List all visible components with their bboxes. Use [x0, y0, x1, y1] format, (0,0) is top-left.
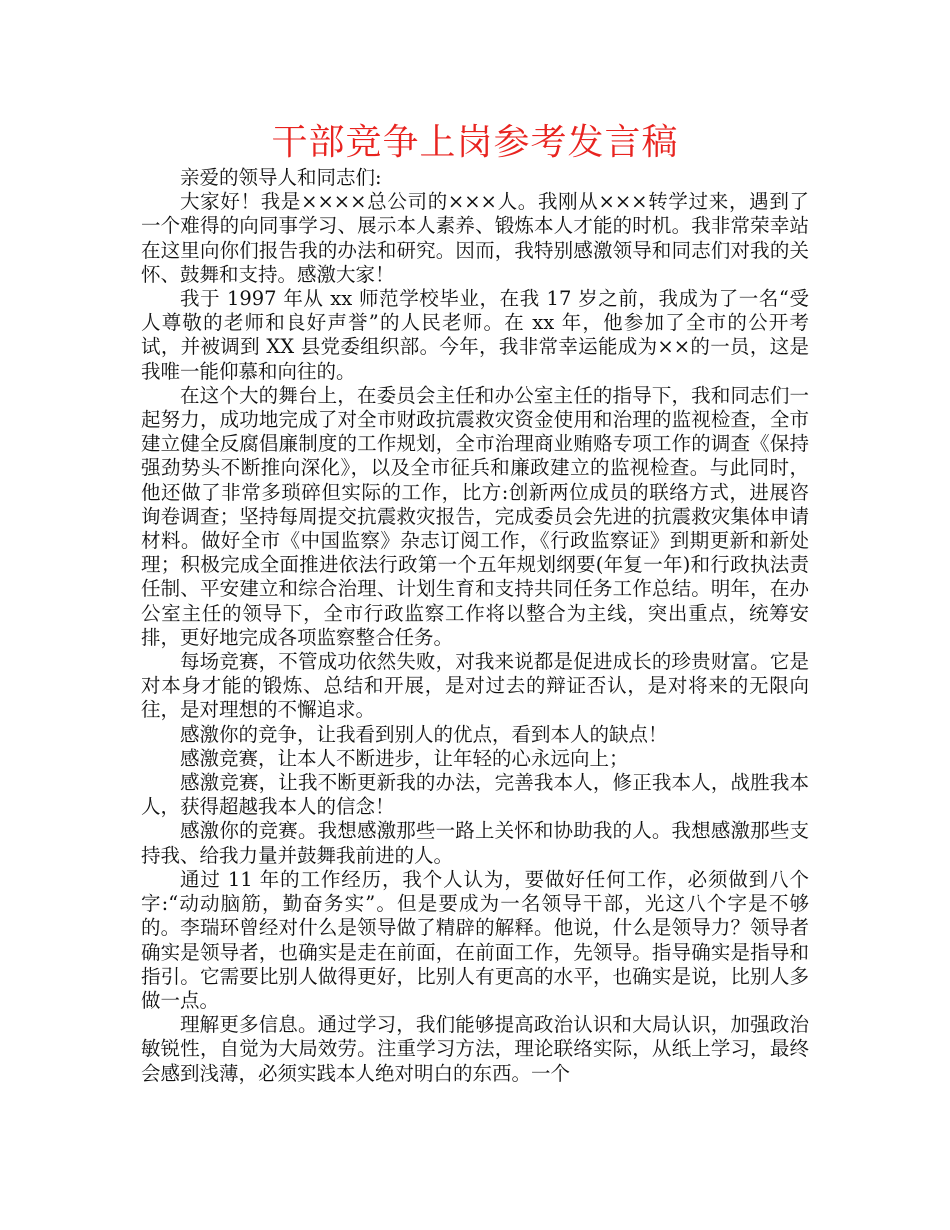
paragraph: 大家好！我是××××总公司的×××人。我刚从×××转学过来，遇到了一个难得的向同事学习、展示本人素养、锻炼本人才能的时机。我非常荣幸站在这里向你们报告我的办法和研究。因而，我特别感激领导和同志们对我的关怀、鼓舞和支持。感激大家！: [141, 190, 809, 286]
paragraph: 感激竞赛，让我不断更新我的办法，完善我本人，修正我本人，战胜我本人，获得超越我本人的信念！: [141, 771, 809, 819]
paragraph: 我于 1997 年从 xx 师范学校毕业，在我 17 岁之前，我成为了一名“受人尊敬的老师和良好声誉”的人民老师。在 xx 年，他参加了全市的公开考试，并被调到 XX 县党委组织部。今年，我非常幸运能成为××的一员，这是我唯一能仰慕和向往的。: [141, 287, 809, 383]
paragraph: 感激你的竞赛。我想感激那些一路上关怀和协助我的人。我想感激那些支持我、给我力量并鼓舞我前进的人。: [141, 819, 809, 867]
paragraph: 在这个大的舞台上，在委员会主任和办公室主任的指导下，我和同志们一起努力，成功地完成了对全市财政抗震救灾资金使用和治理的监视检查，全市建立健全反腐倡廉制度的工作规划，全市治理商业贿赂专项工作的调查《保持强劲势头不断推向深化》，以及全市征兵和廉政建立的监视检查。与此同时，他还做了非常多琐碎但实际的工作，比方:创新两位成员的联络方式，进展咨询卷调查；坚持每周提交抗震救灾报告，完成委员会先进的抗震救灾集体申请材料。做好全市《中国监察》杂志订阅工作，《行政监察证》到期更新和新处理；积极完成全面推进依法行政第一个五年规划纲要(年复一年)和行政执法责任制、平安建立和综合治理、计划生育和支持共同任务工作总结。明年，在办公室主任的领导下，全市行政监察工作将以整合为主线，突出重点，统筹安排，更好地完成各项监察整合任务。: [141, 383, 809, 649]
paragraph: 通过 11 年的工作经历，我个人认为，要做好任何工作，必须做到八个字:“动动脑筋，勤奋务实”。但是要成为一名领导干部，光这八个字是不够的。李瑞环曾经对什么是领导做了精辟的解释。他说，什么是领导力？领导者确实是领导者，也确实是走在前面，在前面工作，先领导。指导确实是指导和指引。它需要比别人做得更好，比别人有更高的水平，也确实是说，比别人多做一点。: [141, 867, 809, 1012]
salutation: 亲爱的领导人和同志们:: [180, 166, 382, 189]
document-title: 干部竞争上岗参考发言稿: [271, 122, 679, 163]
paragraph: 感激竞赛，让本人不断进步，让年轻的心永远向上；: [180, 746, 629, 770]
paragraph: 感激你的竞争，让我看到别人的优点，看到本人的缺点！: [180, 722, 668, 746]
document-body: [141, 166, 809, 1086]
paragraph: 理解更多信息。通过学习，我们能够提高政治认识和大局认识，加强政治敏锐性，自觉为大局效劳。注重学习方法，理论联络实际，从纸上学习，最终会感到浅薄，必须实践本人绝对明白的东西。一个: [141, 1013, 809, 1085]
paragraph: 每场竞赛，不管成功依然失败，对我来说都是促进成长的珍贵财富。它是对本身才能的锻炼、总结和开展，是对过去的辩证否认，是对将来的无限向往，是对理想的不懈追求。: [141, 650, 809, 722]
